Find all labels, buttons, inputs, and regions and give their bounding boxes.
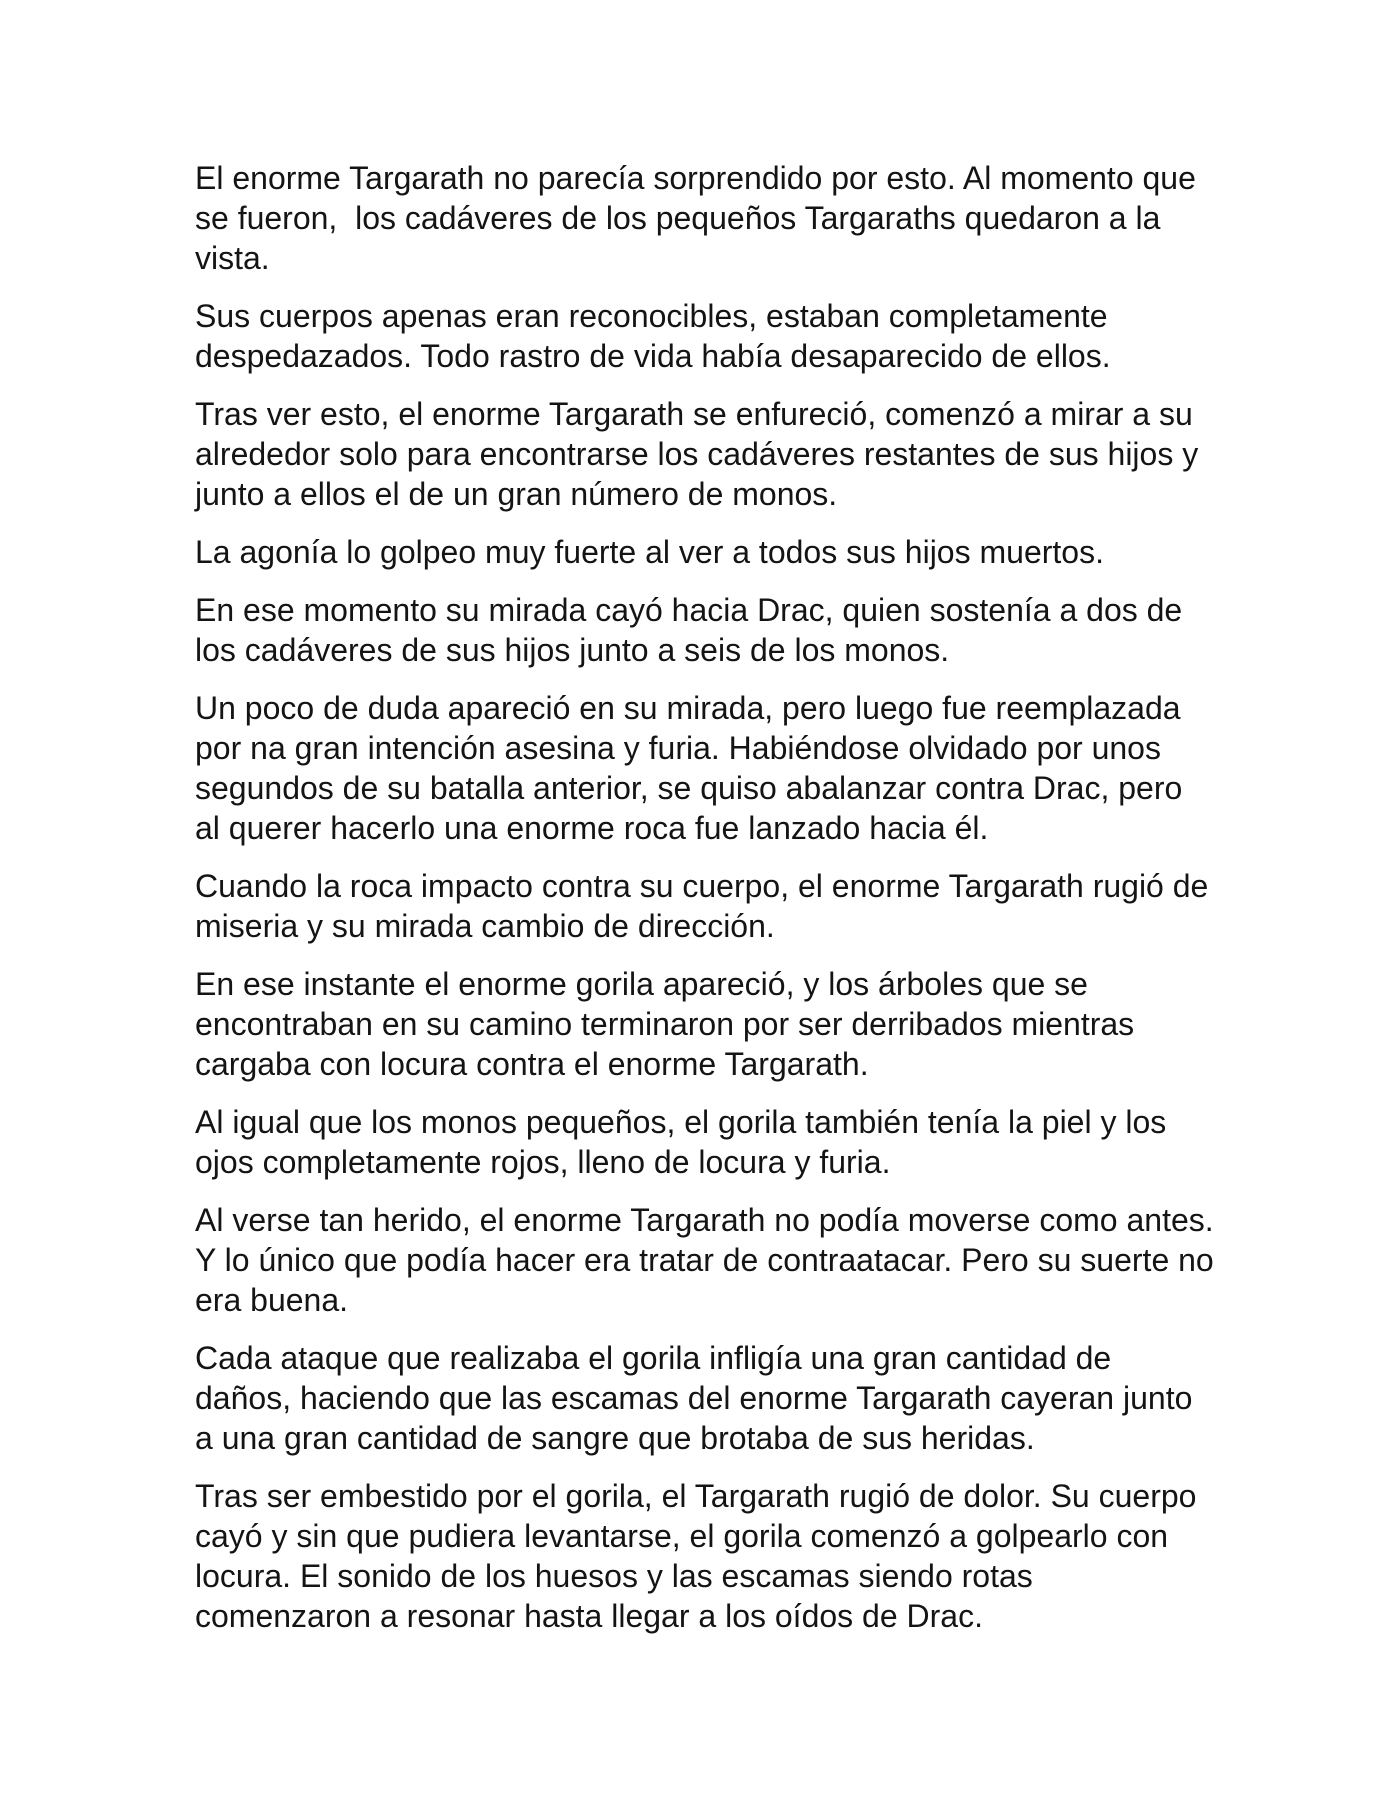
paragraph: Al verse tan herido, el enorme Targarath no podía moverse como antes. Y lo único que podía hacer era tratar de contraatacar. Pero su suerte no era buena. — [195, 1202, 1223, 1318]
paragraph: Tras ser embestido por el gorila, el Targarath rugió de dolor. Su cuerpo cayó y sin que pudiera levantarse, el gorila comenzó a golpearlo con locura. El sonido de los huesos y las escamas siendo rotas comenzaron a resonar hasta llegar a los oídos de Drac. — [195, 1478, 1206, 1634]
paragraph: Al igual que los monos pequeños, el gorila también tenía la piel y los ojos completamente rojos, lleno de locura y furia. — [195, 1104, 1176, 1180]
document-page — [195, 158, 1223, 1654]
paragraph: Cada ataque que realizaba el gorila infligía una gran cantidad de daños, haciendo que las escamas del enorme Targarath cayeran junto a una gran cantidad de sangre que brotaba de sus heridas. — [195, 1340, 1202, 1456]
paragraph: El enorme Targarath no parecía sorprendido por esto. Al momento que se fueron, los cadáveres de los pequeños Targaraths quedaron a la vista. — [195, 160, 1205, 276]
paragraph: Un poco de duda apareció en su mirada, pero luego fue reemplazada por na gran intención asesina y furia. Habiéndose olvidado por unos segundos de su batalla anterior, se quiso abalanzar contra Drac, pero al querer hacerlo una enorme roca fue lanzado hacia él. — [195, 690, 1192, 846]
paragraph: En ese momento su mirada cayó hacia Drac, quien sostenía a dos de los cadáveres de sus hijos junto a seis de los monos. — [195, 592, 1192, 668]
paragraph: Cuando la roca impacto contra su cuerpo, el enorme Targarath rugió de miseria y su mirada cambio de dirección. — [195, 868, 1218, 944]
paragraph: En ese instante el enorme gorila apareció, y los árboles que se encontraban en su camino terminaron por ser derribados mientras cargaba con locura contra el enorme Targarath. — [195, 966, 1144, 1082]
paragraph: Sus cuerpos apenas eran reconocibles, estaban completamente despedazados. Todo rastro de vida había desaparecido de ellos. — [195, 298, 1117, 374]
paragraph: Tras ver esto, el enorme Targarath se enfureció, comenzó a mirar a su alrededor solo para encontrarse los cadáveres restantes de sus hijos y junto a ellos el de un gran número de monos. — [195, 396, 1208, 512]
paragraph: La agonía lo golpeo muy fuerte al ver a todos sus hijos muertos. — [195, 534, 1104, 570]
